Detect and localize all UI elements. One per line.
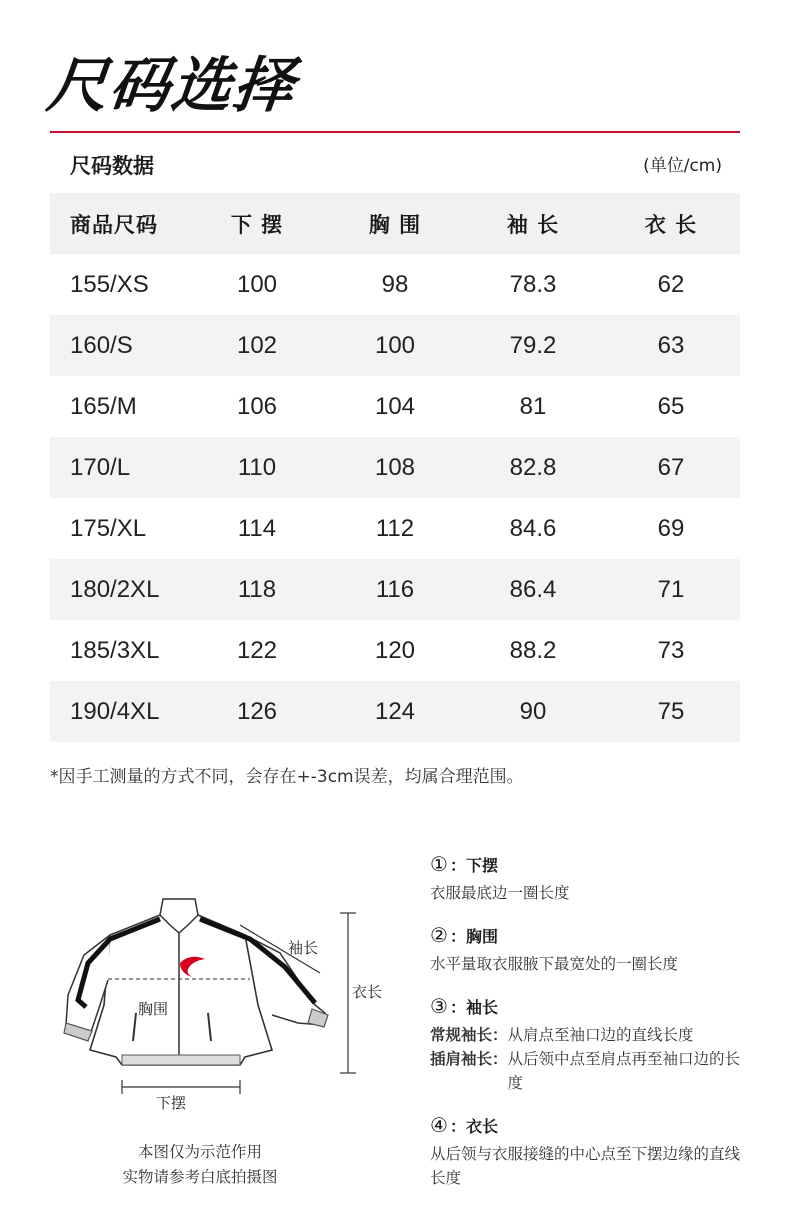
cell-hem: 122 — [236, 636, 278, 664]
sleeve-measure-label: 袖长 — [288, 939, 319, 957]
cell-length: 67 — [602, 437, 740, 498]
cell-size: 185/3XL — [70, 636, 160, 664]
definition-length — [430, 1113, 750, 1190]
col-header-hem: 下 摆 — [188, 193, 326, 254]
diagram-caption — [70, 1140, 330, 1190]
definition-title: ：下摆 — [449, 855, 498, 875]
table-row — [50, 254, 740, 315]
title-divider — [50, 131, 740, 133]
regular-sleeve-label: 常规袖长： — [430, 1026, 508, 1044]
measurement-note: *因手工测量的方式不同，会存在+-3cm误差，均属合理范围。 — [50, 767, 524, 787]
hem-measure-label: 下摆 — [156, 1094, 187, 1112]
cell-hem: 106 — [236, 392, 278, 420]
table-row — [50, 376, 740, 437]
section-title: 尺码数据 — [70, 154, 154, 178]
table-header-row — [50, 193, 740, 254]
cell-chest: 104 — [374, 392, 416, 420]
definition-title: ：衣长 — [449, 1116, 498, 1136]
cell-length: 65 — [657, 392, 685, 420]
cell-sleeve: 78.3 — [509, 270, 557, 298]
cell-sleeve: 84.6 — [509, 514, 557, 542]
col-header-chest: 胸 围 — [326, 193, 464, 254]
definition-sleeve — [430, 994, 750, 1095]
col-header-length: 衣 长 — [602, 193, 740, 254]
definition-text: 水平量取衣服腋下最宽处的一圈长度 — [430, 955, 679, 973]
col-header-size: 商品尺码 — [50, 193, 188, 254]
definition-number: ④ — [430, 1113, 448, 1137]
cell-sleeve: 82.8 — [464, 437, 602, 498]
table-row — [50, 620, 740, 681]
cell-sleeve: 81 — [519, 392, 547, 420]
table-row — [50, 498, 740, 559]
cell-length: 63 — [602, 315, 740, 376]
right-cuff — [308, 1009, 328, 1027]
cell-hem: 126 — [188, 681, 326, 742]
cell-size: 170/L — [50, 437, 188, 498]
table-row — [50, 315, 740, 376]
jacket-diagram — [40, 895, 410, 1120]
cell-sleeve: 88.2 — [509, 636, 557, 664]
caption-line: 本图仅为示范作用 — [137, 1143, 262, 1161]
col-header-sleeve: 袖 长 — [464, 193, 602, 254]
definition-text: 从后领与衣服接缝的中心点至下摆边缘的直线长度 — [430, 1145, 741, 1187]
cell-sleeve: 90 — [464, 681, 602, 742]
cell-chest: 116 — [326, 559, 464, 620]
cell-chest: 120 — [374, 636, 416, 664]
raglan-sleeve-label: 插肩袖长： — [430, 1050, 508, 1068]
cell-hem: 110 — [188, 437, 326, 498]
unit-label: (单位/cm) — [643, 156, 722, 176]
table-row — [50, 437, 740, 498]
cell-length: 71 — [602, 559, 740, 620]
length-measure-label: 衣长 — [352, 983, 383, 1001]
definition-title: ：胸围 — [449, 926, 498, 946]
definition-number: ① — [430, 852, 448, 876]
cell-chest: 124 — [326, 681, 464, 742]
cell-chest: 112 — [375, 514, 415, 542]
cell-length: 75 — [602, 681, 740, 742]
cell-length: 62 — [657, 270, 685, 298]
cell-size: 160/S — [50, 315, 188, 376]
cell-chest: 98 — [381, 270, 409, 298]
jacket-illustration — [40, 895, 410, 1120]
definition-text: 衣服最底边一圈长度 — [430, 884, 570, 902]
chest-measure-label: 胸围 — [138, 1000, 169, 1018]
cell-size: 165/M — [70, 392, 137, 420]
cell-chest: 108 — [326, 437, 464, 498]
hem-band — [122, 1055, 240, 1065]
definition-title: ：袖长 — [449, 997, 498, 1017]
cell-hem: 114 — [237, 514, 277, 542]
definition-number: ③ — [430, 994, 448, 1018]
cell-hem: 102 — [188, 315, 326, 376]
definition-chest — [430, 923, 750, 976]
cell-hem: 100 — [236, 270, 278, 298]
caption-line: 实物请参考白底拍摄图 — [122, 1168, 278, 1186]
raglan-sleeve-text: 从后领中点至肩点再至袖口边的长度 — [507, 1050, 741, 1092]
cell-chest: 100 — [326, 315, 464, 376]
cell-length: 69 — [657, 514, 685, 542]
cell-sleeve: 86.4 — [464, 559, 602, 620]
table-row — [50, 681, 740, 742]
cell-sleeve: 79.2 — [464, 315, 602, 376]
size-table — [50, 193, 740, 742]
cell-size: 190/4XL — [50, 681, 188, 742]
cell-hem: 118 — [188, 559, 326, 620]
definition-number: ② — [430, 923, 448, 947]
cell-size: 155/XS — [70, 270, 149, 298]
cell-length: 73 — [657, 636, 685, 664]
regular-sleeve-text: 从肩点至袖口边的直线长度 — [507, 1026, 694, 1044]
cell-size: 180/2XL — [50, 559, 188, 620]
table-row — [50, 559, 740, 620]
page-title: 尺码选择 — [43, 51, 300, 121]
cell-size: 175/XL — [70, 514, 147, 542]
measurement-definitions — [430, 852, 750, 1208]
definition-hem — [430, 852, 750, 905]
